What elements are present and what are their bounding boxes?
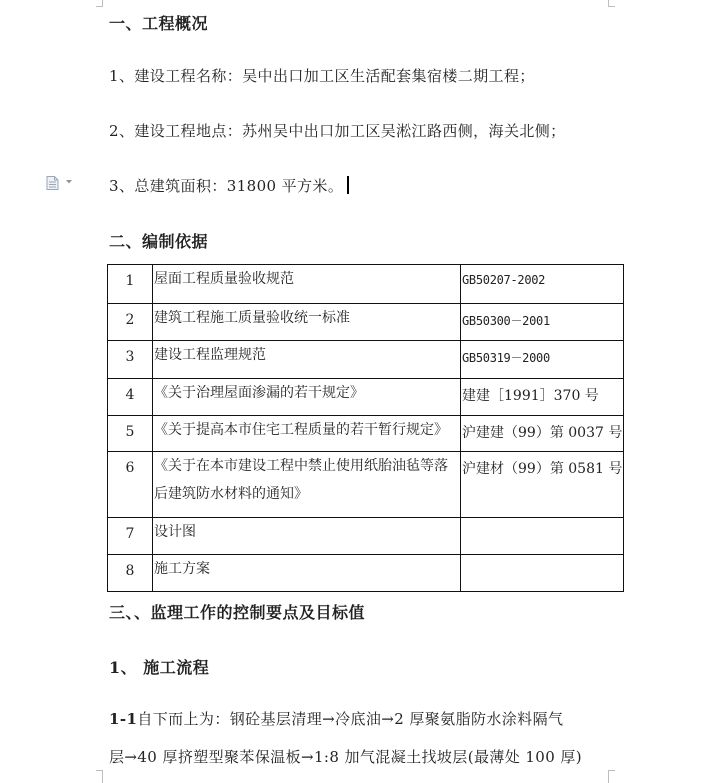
- row-number: 8: [108, 555, 153, 592]
- chevron-down-icon: [66, 179, 72, 185]
- table-row: [108, 379, 624, 416]
- row-number: 3: [108, 341, 153, 379]
- flow-text: 自下而上为：钢砼基层清理→冷底油→2 厚聚氨脂防水涂料隔气: [137, 710, 564, 728]
- sub-heading: 1、 施工流程: [109, 658, 210, 677]
- table-row: [108, 304, 624, 341]
- standard-name: 建筑工程施工质量验收统一标准: [153, 304, 461, 341]
- standard-code: GB50300－2001: [461, 304, 624, 341]
- total-area-text: 3、总建筑面积：31800 平方米。: [109, 177, 344, 195]
- standard-code: GB50319－2000: [461, 341, 624, 379]
- total-area-line: [109, 175, 349, 196]
- row-number: 2: [108, 304, 153, 341]
- table-row: [108, 518, 624, 555]
- standard-name: 施工方案: [153, 555, 461, 592]
- standard-code: 沪建材（99）第 0581 号: [461, 452, 624, 518]
- page-corner-mark: [96, 0, 103, 7]
- standard-code: [461, 518, 624, 555]
- page-corner-mark: [96, 770, 103, 783]
- standard-code: [461, 555, 624, 592]
- text-cursor: [347, 176, 349, 194]
- table-row: [108, 416, 624, 452]
- row-number: 1: [108, 265, 153, 304]
- row-number: 6: [108, 452, 153, 518]
- standard-name: 屋面工程质量验收规范: [153, 265, 461, 304]
- standard-name: 建设工程监理规范: [153, 341, 461, 379]
- document-icon: [46, 176, 59, 190]
- standard-name: 设计图: [153, 518, 461, 555]
- table-row: [108, 555, 624, 592]
- standard-name: [153, 452, 461, 518]
- paragraph-menu-button[interactable]: [46, 176, 72, 190]
- flow-prefix: 1-1: [109, 710, 138, 728]
- standard-name: 《关于治理屋面渗漏的若干规定》: [153, 379, 461, 416]
- flow-line: [109, 708, 563, 729]
- row-number: 7: [108, 518, 153, 555]
- project-name-line: 1、建设工程名称：吴中出口加工区生活配套集宿楼二期工程；: [109, 67, 535, 85]
- table-row: [108, 341, 624, 379]
- section-heading: 一、工程概况: [109, 14, 209, 33]
- basis-table: [107, 264, 624, 592]
- standard-name-line: 后建筑防水材料的通知》: [154, 486, 308, 502]
- standard-name-line: 《关于在本市建设工程中禁止使用纸胎油毡等落: [154, 458, 448, 474]
- flow-line: 层→40 厚挤塑型聚苯保温板→1:8 加气混凝土找坡层(最薄处 100 厚): [109, 748, 582, 766]
- row-number: 4: [108, 379, 153, 416]
- project-location-line: 2、建设工程地点：苏州吴中出口加工区吴淞江路西侧，海关北侧；: [109, 122, 566, 140]
- table-row: [108, 265, 624, 304]
- section-heading: 二、编制依据: [109, 232, 209, 251]
- page-corner-mark: [608, 0, 615, 7]
- row-number: 5: [108, 416, 153, 452]
- standard-code: 沪建建（99）第 0037 号: [461, 416, 624, 452]
- page-corner-mark: [608, 770, 615, 783]
- standard-name: 《关于提高本市住宅工程质量的若干暂行规定》: [153, 416, 461, 452]
- section-heading: 三、、监理工作的控制要点及目标值: [109, 603, 366, 622]
- standard-code: GB50207-2002: [461, 265, 624, 304]
- standard-code: 建建［1991］370 号: [461, 379, 624, 416]
- table-row: [108, 452, 624, 518]
